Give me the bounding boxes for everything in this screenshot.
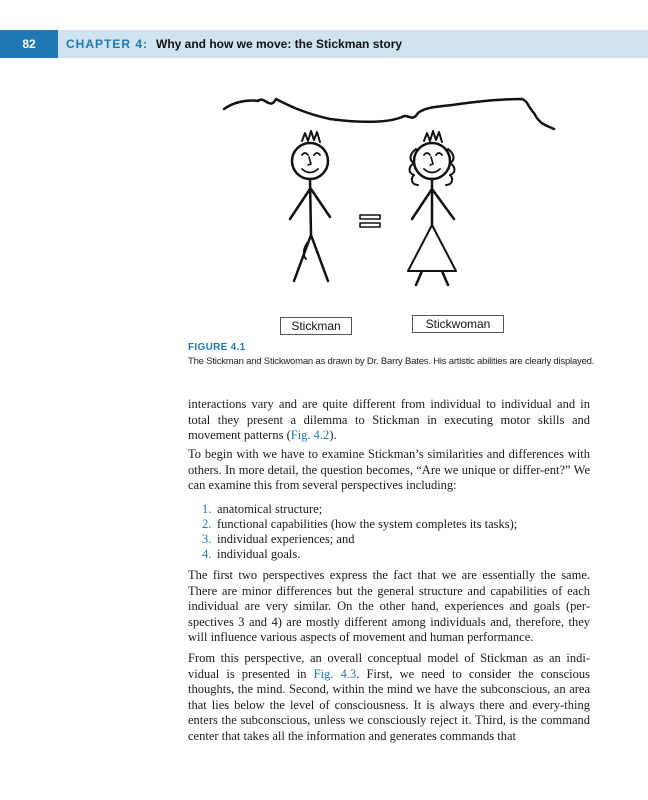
fig-4-2-link[interactable]: Fig. 4.2 bbox=[290, 428, 330, 442]
paragraph-1-text: interactions vary and are quite different from individual to individual and in total they present a dilemma to Stickman in executing motor skills and movement patterns ( bbox=[188, 397, 590, 442]
stickman-drawing bbox=[290, 131, 330, 281]
list-text: individual experiences; and bbox=[217, 532, 355, 546]
list-number: 1. bbox=[202, 502, 212, 516]
stickwoman-drawing bbox=[408, 131, 456, 285]
stickman-label: Stickman bbox=[280, 317, 352, 335]
paragraph-4-end: . First, we need to consider the conscious thoughts, the mind. Second, within the mind we have the subconscious, an area that lies below the level of consciousness. It is always there and every-thing enters the subconscious, unless we consciously reject it. Third, is the command center that takes all the information and generates commands that bbox=[188, 666, 591, 743]
stickman-figure-drawing bbox=[210, 85, 570, 315]
stickwoman-label: Stickwoman bbox=[412, 315, 504, 333]
list-item bbox=[202, 517, 517, 532]
perspectives-list bbox=[202, 502, 517, 562]
horizon-line bbox=[224, 99, 554, 129]
paragraph-1-end: ). bbox=[329, 428, 337, 442]
list-text: anatomical structure; bbox=[217, 502, 323, 516]
list-item bbox=[202, 547, 517, 562]
list-item bbox=[202, 502, 517, 517]
equals-sign bbox=[360, 215, 380, 227]
paragraph-4-text: From this perspective, an overall conceptual model of Stickman as an indi-vidual is presented in bbox=[188, 651, 590, 681]
fig-4-3-link[interactable]: Fig. 4.3 bbox=[313, 666, 357, 681]
chapter-label: CHAPTER 4: bbox=[66, 37, 149, 51]
list-text: functional capabilities (how the system completes its tasks); bbox=[217, 517, 518, 531]
list-number: 4. bbox=[202, 547, 212, 561]
list-item bbox=[202, 532, 517, 547]
list-number: 2. bbox=[202, 517, 212, 531]
list-text: individual goals. bbox=[217, 547, 301, 561]
paragraph-3: The first two perspectives express the fact that we are essentially the same. There are minor differences but the general structure and capabilities of each individual are very similar. On the other hand, experiences and goals (per-spectives 3 and 4) are mostly different among individuals and, therefore, they will influence various aspects of movement and human performance. bbox=[188, 568, 590, 644]
chapter-title: Why and how we move: the Stickman story bbox=[156, 37, 403, 51]
list-number: 3. bbox=[202, 532, 212, 546]
page-number: 82 bbox=[0, 30, 58, 58]
paragraph-1 bbox=[188, 397, 590, 444]
running-header bbox=[0, 30, 648, 58]
figure-title: FIGURE 4.1 bbox=[188, 342, 246, 353]
paragraph-2: To begin with we have to examine Stickman’s similarities and differences with others. In more detail, the question becomes, “Are we unique or differ-ent?” We can examine this from several perspectives including: bbox=[188, 447, 590, 492]
paragraph-4 bbox=[188, 651, 590, 744]
figure-caption: The Stickman and Stickwoman as drawn by Dr. Barry Bates. His artistic abilities are clearly displayed. bbox=[188, 356, 595, 367]
